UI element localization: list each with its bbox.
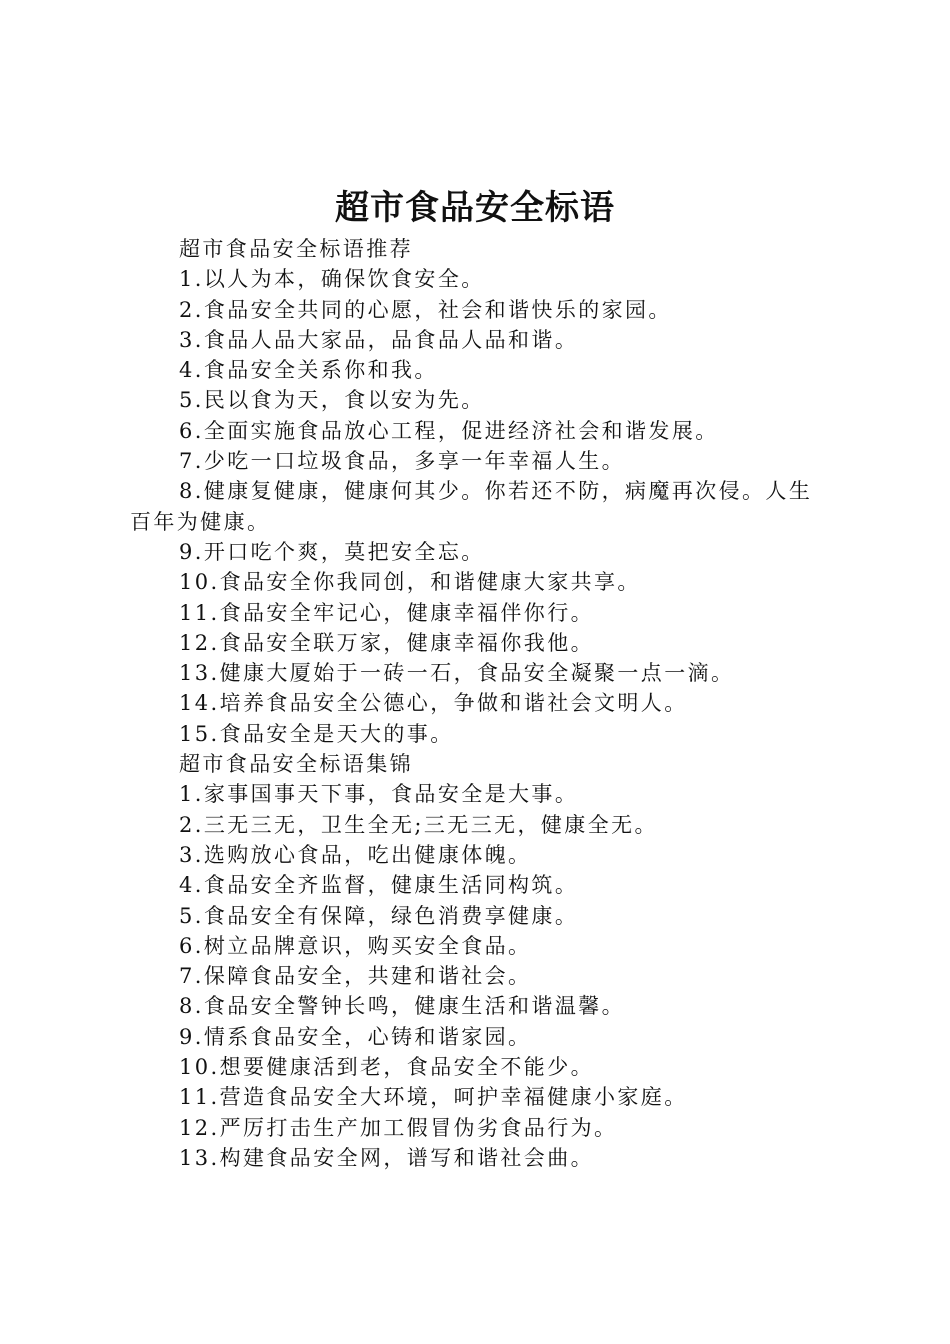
paragraph: 14.培养食品安全公德心，争做和谐社会文明人。 (179, 691, 688, 716)
paragraph: 13.健康大厦始于一砖一石，食品安全凝聚一点一滴。 (179, 661, 735, 686)
paragraph: 8.食品安全警钟长鸣，健康生活和谐温馨。 (179, 994, 626, 1019)
paragraph: 5.食品安全有保障，绿色消费享健康。 (179, 903, 579, 928)
document-body (130, 234, 830, 1173)
paragraph: 15.食品安全是天大的事。 (179, 721, 454, 746)
paragraph: 2.三无三无，卫生全无;三无三无，健康全无。 (179, 812, 658, 837)
paragraph: 4.食品安全齐监督，健康生活同构筑。 (179, 873, 579, 898)
paragraph: 2.食品安全共同的心愿，社会和谐快乐的家园。 (179, 297, 672, 322)
paragraph: 12.严厉打击生产加工假冒伪劣食品行为。 (179, 1115, 618, 1140)
paragraph: 9.情系食品安全，心铸和谐家园。 (179, 1024, 532, 1049)
paragraph: 11.营造食品安全大环境，呵护幸福健康小家庭。 (179, 1085, 688, 1110)
paragraph: 7.少吃一口垃圾食品，多享一年幸福人生。 (179, 449, 626, 474)
paragraph: 超市食品安全标语集锦 (179, 752, 413, 777)
paragraph: 超市食品安全标语推荐 (179, 237, 413, 261)
paragraph: 1.家事国事天下事，食品安全是大事。 (179, 782, 579, 807)
paragraph: 6.树立品牌意识，购买安全食品。 (179, 933, 532, 958)
paragraph: 7.保障食品安全，共建和谐社会。 (179, 964, 532, 989)
paragraph: 4.食品安全关系你和我。 (179, 358, 438, 383)
paragraph: 12.食品安全联万家，健康幸福你我他。 (179, 630, 594, 655)
paragraph: 1.以人为本，确保饮食安全。 (179, 267, 485, 292)
paragraph: 3.食品人品大家品，品食品人品和谐。 (179, 327, 579, 352)
paragraph: 13.构建食品安全网，谱写和谐社会曲。 (179, 1145, 594, 1170)
paragraph: 6.全面实施食品放心工程，促进经济社会和谐发展。 (179, 418, 719, 443)
paragraph: 11.食品安全牢记心，健康幸福伴你行。 (179, 600, 594, 625)
paragraph: 10.想要健康活到老，食品安全不能少。 (179, 1055, 594, 1080)
paragraph: 10.食品安全你我同创，和谐健康大家共享。 (179, 570, 641, 595)
document-title: 超市食品安全标语 (335, 188, 615, 228)
paragraph: 9.开口吃个爽，莫把安全忘。 (179, 539, 485, 564)
paragraph: 5.民以食为天，食以安为先。 (179, 388, 485, 413)
paragraph: 3.选购放心食品，吃出健康体魄。 (179, 842, 532, 867)
paragraph: 8.健康复健康，健康何其少。你若还不防，病魔再次侵。人生百年为健康。 (130, 479, 813, 534)
